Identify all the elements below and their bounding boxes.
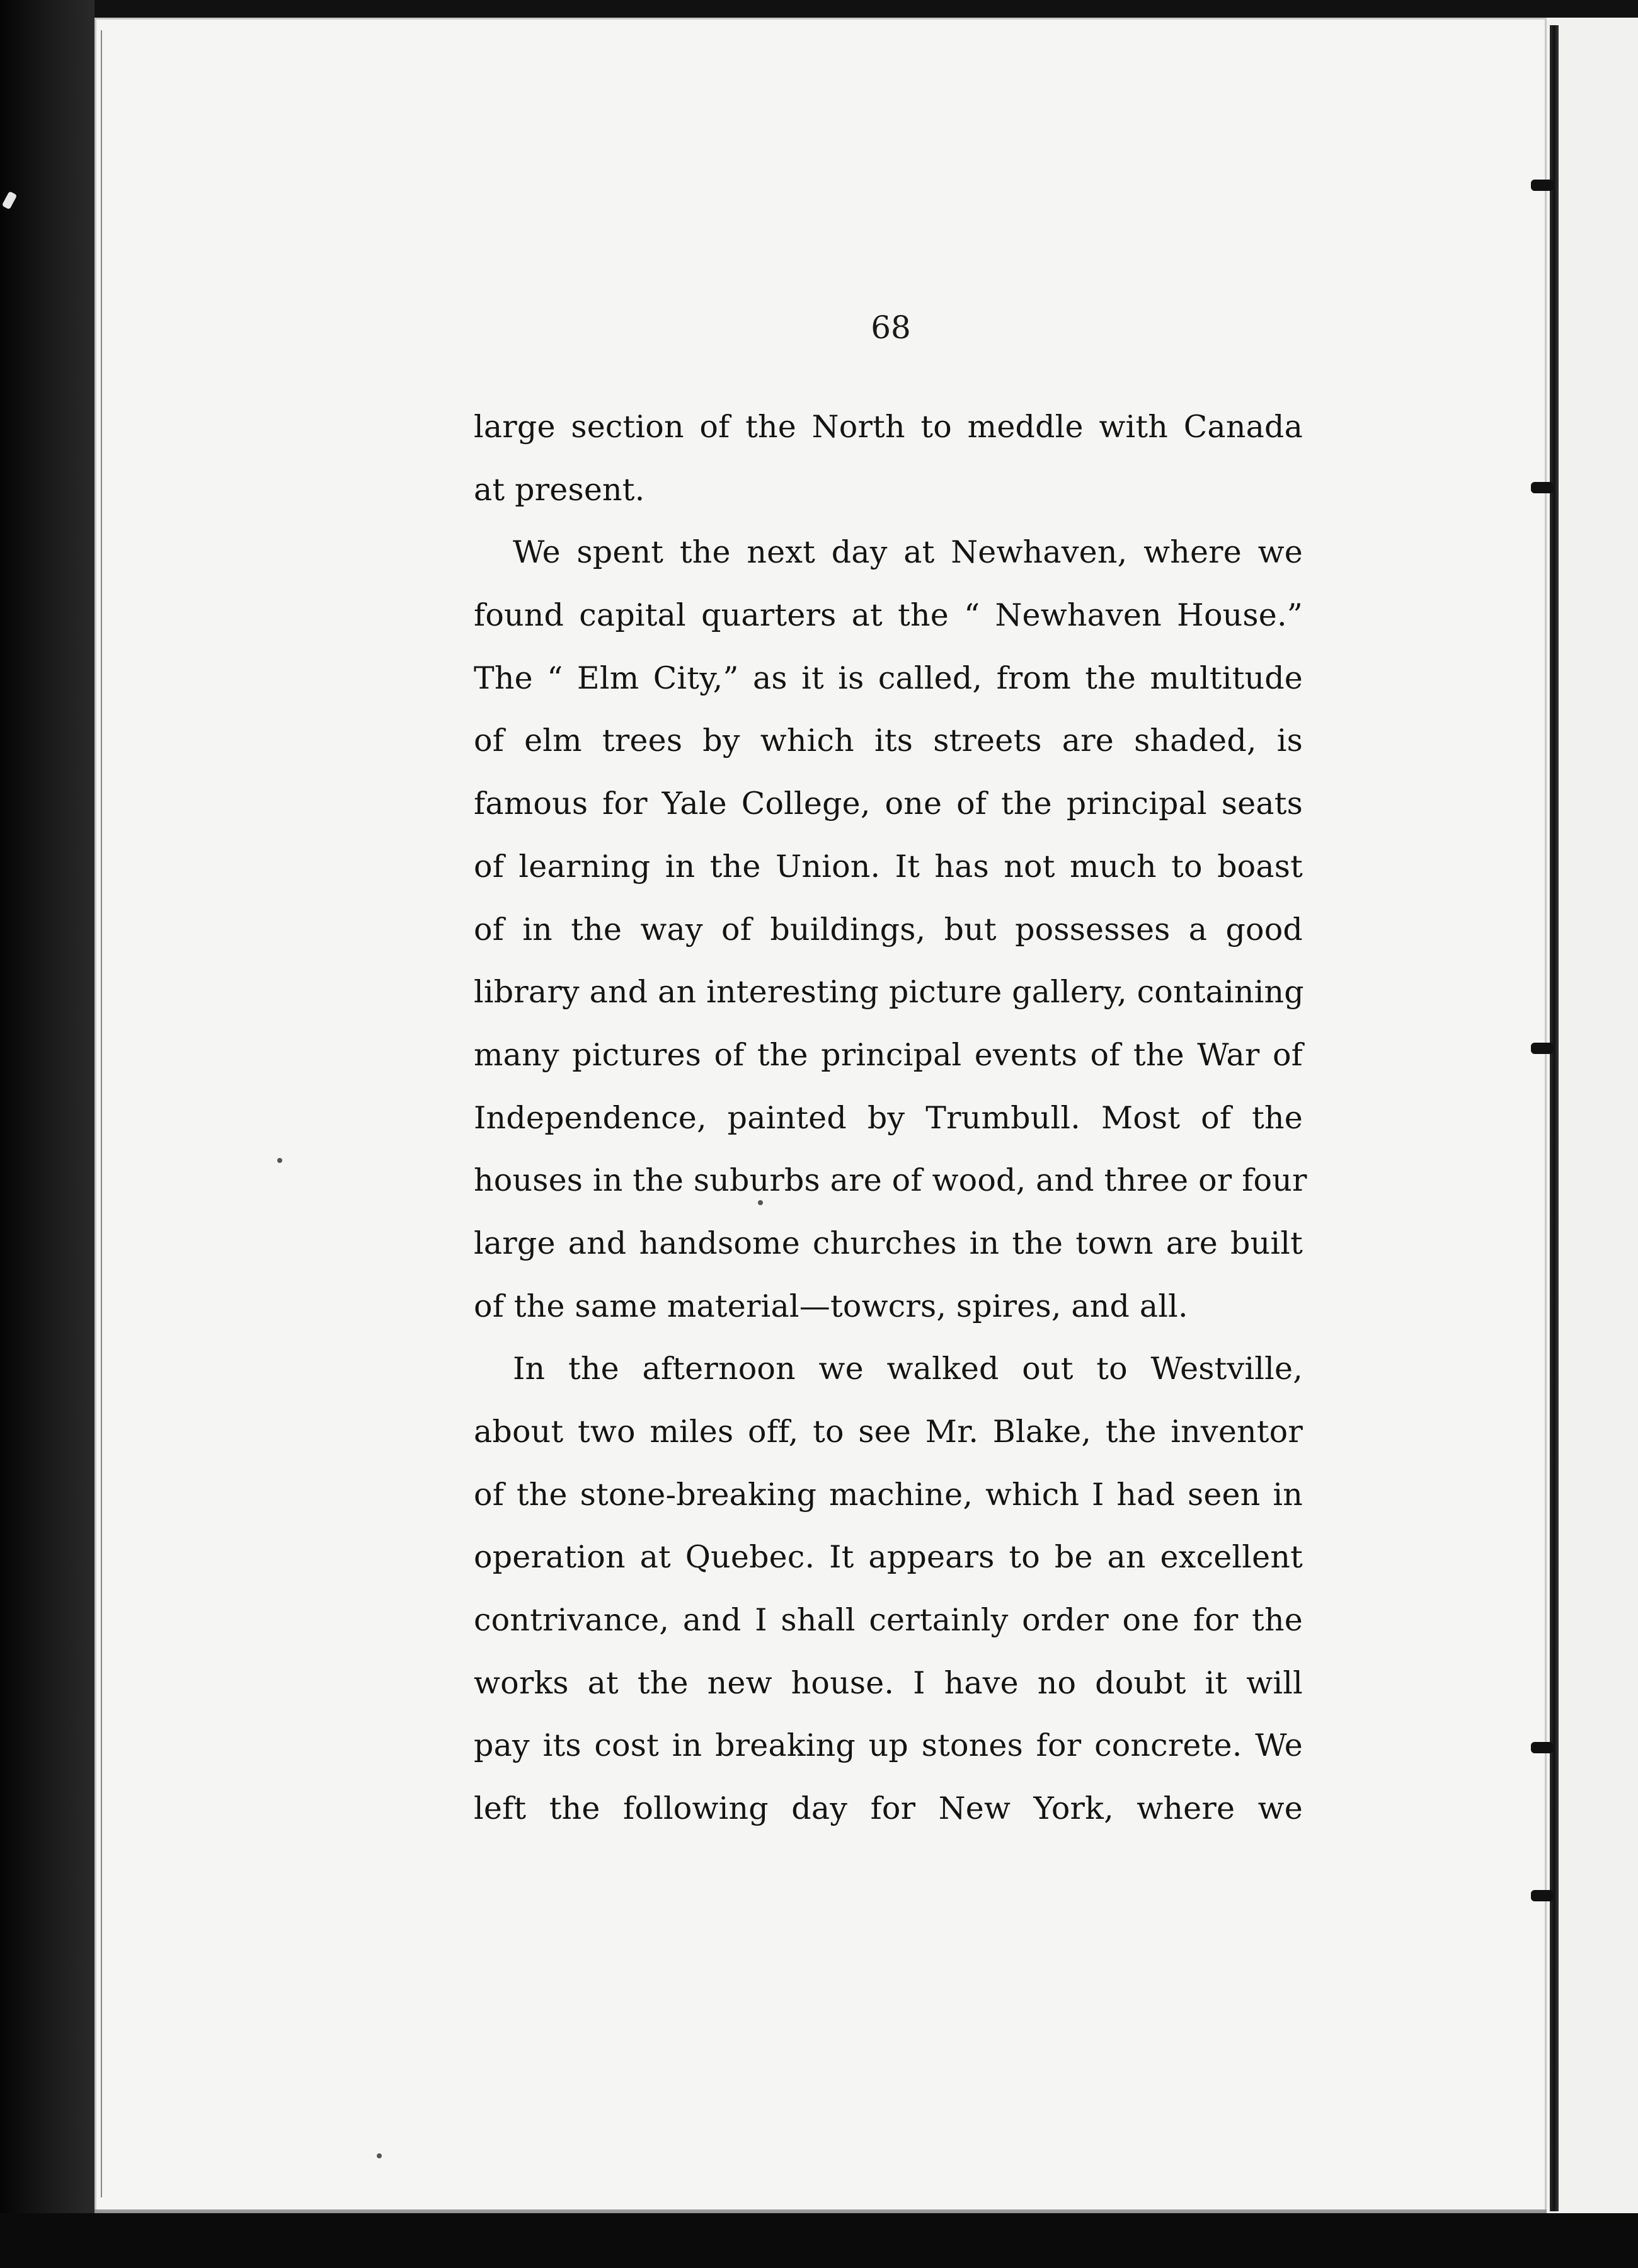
body-text	[474, 396, 1307, 1840]
binding-clip-mark-1	[1531, 180, 1554, 191]
text-line-8: of learning in the Union. It has not much to boast	[474, 848, 1303, 885]
binding-clip-mark-3	[1531, 1043, 1554, 1054]
text-line-13: houses in the suburbs are of wood, and three or four	[474, 1162, 1307, 1199]
text-line-6: of elm trees by which its streets are shaded, is	[474, 723, 1303, 759]
text-line-17: about two miles off, to see Mr. Blake, the inventor	[474, 1414, 1303, 1450]
text-line-21: works at the new house. I have no doubt it will	[474, 1664, 1303, 1701]
facing-page-edge	[1547, 18, 1638, 2216]
text-line-15: of the same material—towcrs, spires, and all.	[474, 1288, 1188, 1324]
text-line-22: pay its cost in breaking up stones for concrete. We	[474, 1727, 1303, 1764]
text-line-23: left the following day for New York, where we	[474, 1790, 1303, 1827]
text-line-11: many pictures of the principal events of the War of	[474, 1036, 1303, 1073]
page-speck-dot	[377, 2153, 382, 2158]
text-line-1: large section of the North to meddle with Canada	[474, 409, 1303, 445]
binding-clip-mark-5	[1531, 1890, 1554, 1901]
text-line-2: at present.	[474, 471, 645, 508]
text-line-10: library and an interesting picture gallery, containing	[474, 974, 1304, 1011]
text-line-3: We spent the next day at Newhaven, where we	[513, 534, 1303, 571]
page-number: 68	[871, 309, 911, 346]
right-binding-bar	[1550, 25, 1559, 2211]
binding-clip-mark-4	[1531, 1742, 1554, 1753]
text-line-16: In the afternoon we walked out to Westville,	[513, 1351, 1303, 1387]
text-line-4: found capital quarters at the “ Newhaven House.”	[474, 597, 1303, 634]
text-line-14: large and handsome churches in the town are built	[474, 1225, 1303, 1261]
page-speck-dot	[277, 1158, 282, 1163]
text-line-9: of in the way of buildings, but possesses a good	[474, 911, 1303, 948]
scan-bottom-edge	[0, 2213, 1638, 2268]
binding-clip-mark-2	[1531, 482, 1554, 493]
text-line-12: Independence, painted by Trumbull. Most of the	[474, 1099, 1303, 1136]
text-line-20: contrivance, and I shall certainly order one for the	[474, 1602, 1303, 1639]
text-line-5: The “ Elm City,” as it is called, from the multitude	[474, 660, 1303, 696]
text-line-19: operation at Quebec. It appears to be an excellent	[474, 1539, 1303, 1576]
text-line-18: of the stone-breaking machine, which I had seen in	[474, 1476, 1303, 1513]
book-spine-edge	[0, 0, 94, 2268]
page-left-border-line	[101, 30, 102, 2197]
text-line-7: famous for Yale College, one of the principal seats	[474, 786, 1303, 822]
